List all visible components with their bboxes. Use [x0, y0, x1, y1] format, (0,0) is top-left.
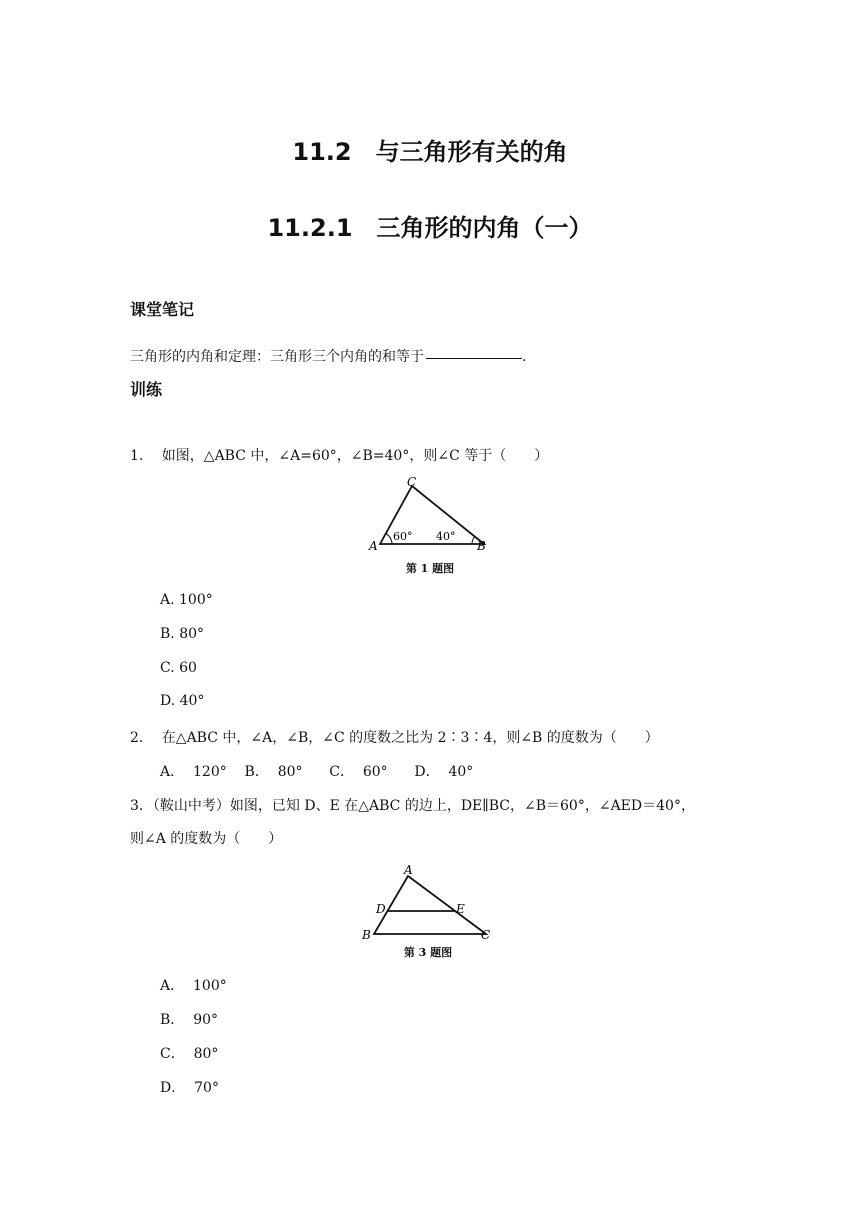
- q1-option-a[interactable]: A. 100°: [160, 592, 213, 608]
- q1-option-b[interactable]: B. 80°: [160, 626, 205, 642]
- chapter-title: 11.2 与三角形有关的角: [292, 138, 568, 166]
- q1-angle-b-value: 40°: [436, 530, 456, 543]
- practice-heading: 训练: [130, 380, 163, 399]
- q1-triangle-figure: [360, 472, 500, 556]
- q3-triangle: [374, 876, 486, 934]
- notes-heading: 课堂笔记: [130, 300, 195, 319]
- q3-label-e: E: [456, 902, 465, 916]
- q3-label-a: A: [404, 863, 413, 877]
- q1-angle-a-value: 60°: [393, 530, 413, 543]
- q1-label-a: A: [369, 539, 378, 553]
- q3-option-d[interactable]: D． 70°: [160, 1080, 219, 1096]
- q3-option-a[interactable]: A． 100°: [160, 978, 227, 994]
- notes-text: [130, 346, 526, 366]
- notes-text-after: .: [522, 349, 527, 365]
- q1-label-c: C: [407, 475, 417, 489]
- q1-option-c[interactable]: C. 60: [160, 660, 197, 676]
- section-title: 11.2.1 三角形的内角（一）: [267, 214, 593, 242]
- q1-stem: 1． 如图，△ABC 中，∠A=60°，∠B=40°，则∠C 等于（ ）: [130, 448, 549, 464]
- q1-option-d[interactable]: D. 40°: [160, 693, 205, 709]
- q3-triangle-figure: [360, 862, 500, 942]
- notes-text-before: 三角形的内角和定理：三角形三个内角的和等于: [130, 349, 424, 365]
- q1-angle-b-arc: [472, 536, 475, 544]
- q3-option-b[interactable]: B． 90°: [160, 1012, 219, 1028]
- q3-label-d: D: [376, 902, 386, 916]
- q2-stem: 2． 在△ABC 中，∠A，∠B，∠C 的度数之比为 2∶3∶4，则∠B 的度数为（ ）: [130, 730, 659, 746]
- q1-label-b: B: [477, 539, 486, 553]
- q3-option-c[interactable]: C． 80°: [160, 1046, 219, 1062]
- q3-figure-caption: 第 3 题图: [403, 946, 453, 959]
- q1-figure-caption: 第 1 题图: [405, 562, 455, 575]
- q2-options[interactable]: A． 120° B． 80° C． 60° D． 40°: [160, 764, 474, 780]
- q1-angle-a-arc: [386, 534, 392, 545]
- q3-stem-line1: 3．（鞍山中考）如图，已知 D、E 在△ABC 的边上，DE∥BC，∠B＝60°，∠AED＝40°，: [130, 798, 695, 814]
- q3-stem-line2: 则∠A 的度数为（ ）: [130, 831, 283, 847]
- q3-label-b: B: [362, 928, 371, 942]
- answer-blank[interactable]: [426, 358, 522, 359]
- q3-label-c: C: [481, 928, 491, 942]
